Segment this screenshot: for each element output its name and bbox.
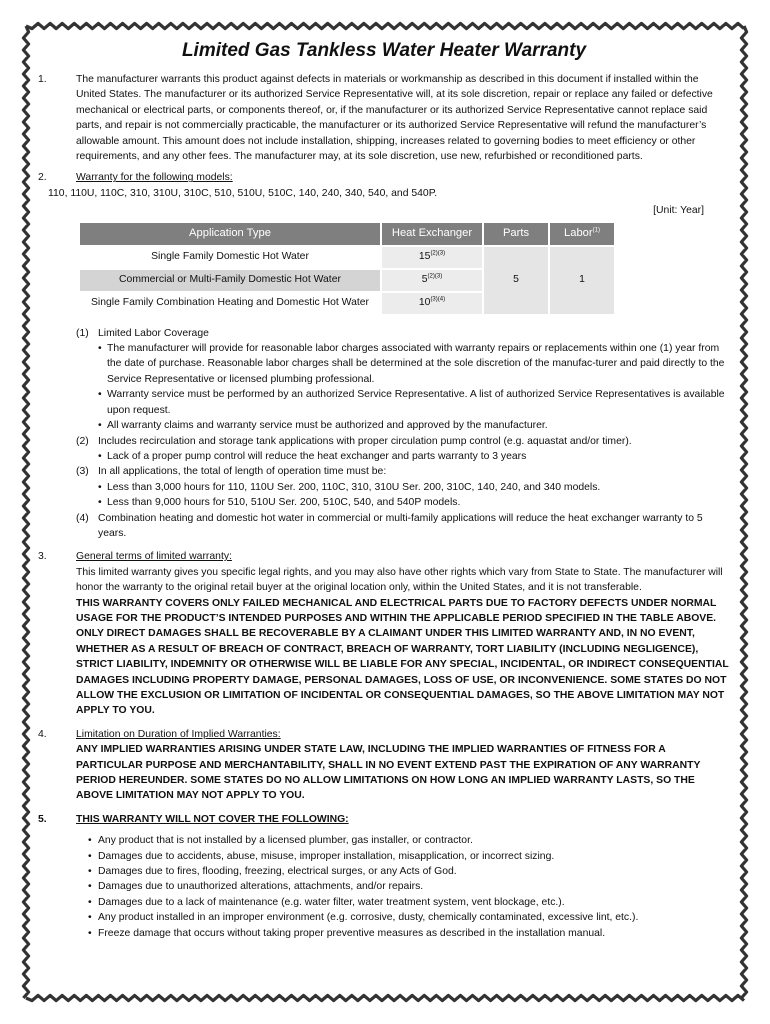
border-edge xyxy=(26,23,744,28)
section-1 xyxy=(38,72,730,164)
col-header-application: Application Type xyxy=(79,222,381,246)
he-footnote-ref: (3)(4) xyxy=(430,296,446,303)
section-2 xyxy=(38,170,730,185)
heat-exchanger-cell xyxy=(381,246,483,269)
section-1-text: The manufacturer warrants this product against defects in materials or workmanship as described in this document if installed within the United States. The manufacturer or its authorized Service Representative will, at its sole discretion, repair or replace any failed or defective mechanical or electrical parts, or components thereof, or, if the manufacturer or its authorized Service Representative cannot replace said parts, and repair is not commercially practicable, the manufacturer or its authorized Service Representative will refund the manufacturer’s allowable amount. This amount does not include installation, shipping, increases related to governing bodies to meet efficiency or other requirements, and any other fees. The manufacturer may, at its sole discretion, use new, refurbished or reconditioned parts. xyxy=(76,74,713,163)
list-item: • Lack of a proper pump control will reduce the heat exchanger and parts warranty to 3 years xyxy=(98,449,730,464)
he-footnote-ref: (2)(3) xyxy=(430,250,446,257)
list-item: • Warranty service must be performed by an authorized Service Representative. A list of authorized Service Representatives is available upon request. xyxy=(98,387,730,418)
border-edge xyxy=(741,26,746,998)
application-cell: Commercial or Multi-Family Domestic Hot Water xyxy=(79,269,381,292)
warranty-document xyxy=(38,38,730,941)
footnote xyxy=(76,511,730,542)
application-cell: Single Family Combination Heating and Domestic Hot Water xyxy=(79,292,381,315)
footnote-text: In all applications, the total of length of operation time must be: xyxy=(98,466,387,478)
border-edge xyxy=(23,26,28,998)
footnote-text: Combination heating and domestic hot water in commercial or multi-family applications will reduce the heat exchanger warranty to 5 years. xyxy=(98,512,703,539)
document-title: Limited Gas Tankless Water Heater Warranty xyxy=(181,40,587,61)
section-2-heading: Warranty for the following models: xyxy=(76,172,233,184)
footnote-number: (3) xyxy=(76,466,89,478)
section-number: 1. xyxy=(38,74,47,85)
parts-cell: 5 xyxy=(483,246,549,315)
footnote xyxy=(76,434,730,449)
labor-cell: 1 xyxy=(549,246,615,315)
footnote-number: (1) xyxy=(76,327,89,339)
col-header-heat-exchanger: Heat Exchanger xyxy=(381,222,483,246)
labor-footnote-ref: (1) xyxy=(592,227,600,234)
table-header-row xyxy=(79,222,615,246)
model-list: 110, 110U, 110C, 310, 310U, 310C, 510, 510U, 510C, 140, 240, 340, 540, and 540P. xyxy=(48,187,438,199)
exclusion-list xyxy=(76,833,730,941)
labor-header-label: Labor xyxy=(564,226,593,239)
list-item: • Damages due to unauthorized alterations, attachments, and/or repairs. xyxy=(88,879,730,894)
warranty-table xyxy=(78,221,616,316)
footnote-number: (4) xyxy=(76,512,89,524)
section-4-caps-text: ANY IMPLIED WARRANTIES ARISING UNDER STATE LAW, INCLUDING THE IMPLIED WARRANTIES OF FITNESS FOR A PARTICULAR PURPOSE AND MERCHANTABILITY, SHALL IN NO EVENT EXTEND PAST THE EXPIRATION OF ANY WARRANTY PERIOD HEREUNDER. SOME STATES DO NO ALLOW LIMITATIONS ON HOW LONG AN IMPLIED WARRANTY LASTS, SO THE ABOVE LIMITATION MAY NOT APPLY TO YOU. xyxy=(76,744,701,802)
footnote xyxy=(76,326,730,341)
application-cell: Single Family Domestic Hot Water xyxy=(79,246,381,269)
border-edge xyxy=(26,995,744,1000)
list-item: • Freeze damage that occurs without taking proper preventive measures as described in the installation manual. xyxy=(88,926,730,941)
footnote-bullets xyxy=(76,341,730,433)
heat-exchanger-cell xyxy=(381,292,483,315)
section-3-caps-text: THIS WARRANTY COVERS ONLY FAILED MECHANICAL AND ELECTRICAL PARTS DUE TO FACTORY DEFECTS UNDER NORMAL USAGE FOR THE PRODUCT’S INTENDED PURPOSES AND WITHIN THE APPLICABLE PERIOD SPECIFIED IN THE TABLE ABOVE. ONLY DIRECT DAMAGES SHALL BE RECOVERABLE BY A CLAIMANT UNDER THIS LIMITED WARRANTY AND, IN NO EVENT, WHETHER AS A RESULT OF BREACH OF CONTRACT, BREACH OF WARRANTY, TORT LIABILITY (INCLUDING NEGLIGENCE), STRICT LIABILITY, INDEMNITY OR OTHERWISE WILL BE LIABLE FOR ANY SPECIAL, INCIDENTAL, OR INDIRECT CONSEQUENTIAL DAMAGES INCLUDING PROPERTY DAMAGE, PERSONAL DAMAGES, LOSS OF USE, OR INCONVENIENCE. SOME STATES DO NOT ALLOW THE EXCLUSION OR LIMITATION OF INCIDENTAL OR CONSEQUENTIAL DAMAGES, SO THE ABOVE LIMITATION MAY NOT APPLY TO YOU. xyxy=(76,597,729,717)
list-item: • Damages due to fires, flooding, freezing, electrical surges, or any Acts of God. xyxy=(88,864,730,879)
unit-label: [Unit: Year] xyxy=(653,205,704,217)
he-footnote-ref: (2)(3) xyxy=(427,273,443,280)
list-item: • Any product installed in an improper environment (e.g. corrosive, dusty, chemically contaminated, excessive lint, etc.). xyxy=(88,910,730,925)
footnote-bullets xyxy=(76,480,730,511)
section-number: 2. xyxy=(38,172,47,184)
list-item: • Less than 3,000 hours for 110, 110U Ser. 200, 110C, 310, 310U Ser. 200, 310C, 140, 240, and 340 models. xyxy=(98,480,730,495)
heat-exchanger-cell xyxy=(381,269,483,292)
section-number: 5. xyxy=(38,813,47,825)
footnote-text: Includes recirculation and storage tank applications with proper circulation pump control (e.g. aquastat and/or timer). xyxy=(98,435,632,447)
list-item: • The manufacturer will provide for reasonable labor charges associated with warranty repairs or replacements within one (1) year from the date of purchase. Reasonable labor charges shall be determined at the sole discretion of the manufac-turer and paid directly to the Service Representative or licensed plumbing professional. xyxy=(98,341,730,387)
section-4-heading: Limitation on Duration of Implied Warranties: xyxy=(76,728,281,740)
list-item: • Damages due to a lack of maintenance (e.g. water filter, water treatment system, vent blockage, etc.). xyxy=(88,895,730,910)
he-value: 15 xyxy=(418,251,431,263)
list-item: • Less than 9,000 hours for 510, 510U Ser. 200, 510C, 540, and 540P models. xyxy=(98,495,730,510)
list-item: • Damages due to accidents, abuse, misuse, improper installation, misapplication, or incorrect sizing. xyxy=(88,849,730,864)
he-value: 5 xyxy=(421,274,428,286)
list-item: • All warranty claims and warranty service must be authorized and approved by the manufacturer. xyxy=(98,418,730,433)
footnote-bullets xyxy=(76,449,730,464)
section-number: 4. xyxy=(38,728,47,740)
footnote-text: Limited Labor Coverage xyxy=(98,327,209,339)
section-3 xyxy=(38,549,730,718)
section-3-text: This limited warranty gives you specific legal rights, and you may also have other rights which vary from State to State. The manufacturer will honor the warranty to the original retail buyer at the original location only, within the United States, and it is not transferable. xyxy=(76,566,723,594)
table-row xyxy=(79,246,615,269)
he-value: 10 xyxy=(418,297,431,309)
section-5 xyxy=(38,812,730,941)
footnote xyxy=(76,464,730,479)
footnote-number: (2) xyxy=(76,435,89,447)
section-3-heading: General terms of limited warranty: xyxy=(76,551,232,563)
col-header-labor xyxy=(549,222,615,246)
list-item: • Any product that is not installed by a licensed plumber, gas installer, or contractor. xyxy=(88,833,730,848)
section-number: 3. xyxy=(38,551,47,563)
footnotes xyxy=(76,326,730,542)
col-header-parts: Parts xyxy=(483,222,549,246)
section-5-heading: THIS WARRANTY WILL NOT COVER THE FOLLOWING: xyxy=(76,813,349,825)
section-4 xyxy=(38,727,730,804)
